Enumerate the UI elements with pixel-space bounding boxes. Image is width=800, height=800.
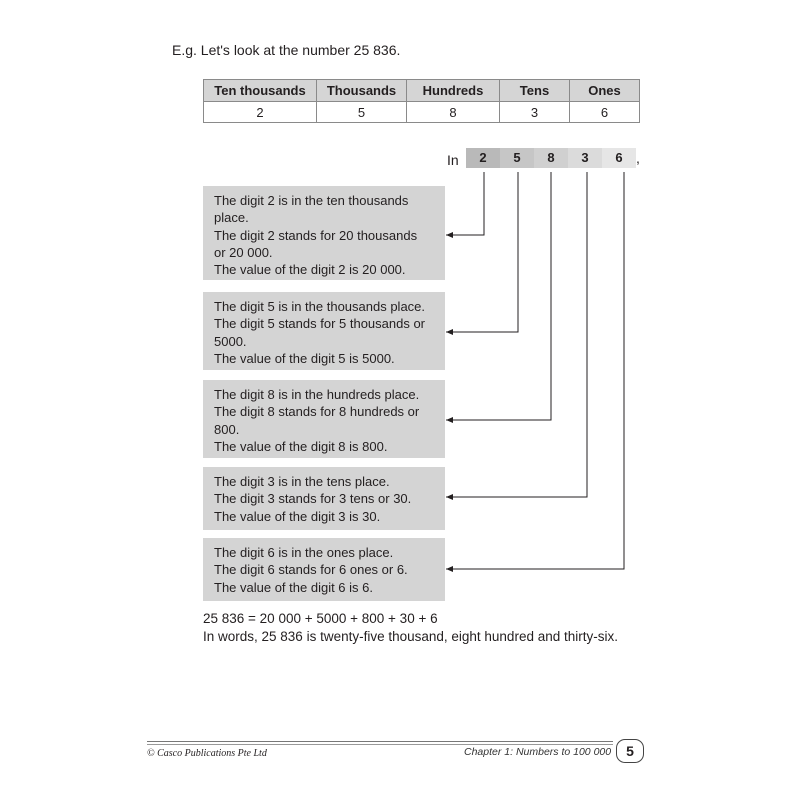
strip-digit-ones: 6 — [602, 148, 636, 168]
footer-rule-thin — [147, 744, 613, 745]
box-line: The value of the digit 8 is 800. — [214, 438, 388, 454]
strip-digit-tens: 3 — [568, 148, 602, 168]
box-line: The digit 3 is in the tens place. — [214, 474, 390, 489]
value-tens: 3 — [500, 102, 570, 123]
header-hundreds: Hundreds — [407, 80, 500, 102]
header-thousands: Thousands — [317, 80, 407, 102]
strip-digit-thousands: 5 — [500, 148, 534, 168]
box-line: The digit 5 is in the thousands place. — [214, 299, 426, 314]
expanded-form-equation: 25 836 = 20 000 + 5000 + 800 + 30 + 6 — [203, 611, 438, 626]
value-thousands: 5 — [317, 102, 407, 123]
page-number: 5 — [616, 739, 644, 763]
copyright-text: © Casco Publications Pte Ltd — [147, 748, 267, 759]
arrow-ten-thousands — [446, 172, 484, 235]
header-tens: Tens — [500, 80, 570, 102]
arrow-ones — [446, 172, 624, 569]
box-line: place. — [214, 210, 249, 226]
strip-digit-ten-thousands: 2 — [466, 148, 500, 168]
box-line: The value of the digit 5 is 5000. — [214, 350, 395, 366]
box-line: The digit 8 is in the hundreds place. — [214, 387, 420, 402]
example-intro: E.g. Let's look at the number 25 836. — [172, 42, 401, 58]
box-line: 5000. — [214, 333, 247, 349]
box-line: 800. — [214, 421, 240, 437]
box-line: The digit 8 stands for 8 hundreds or — [214, 404, 420, 420]
box-line: The value of the digit 3 is 30. — [214, 508, 381, 524]
box-line: or 20 000. — [214, 244, 273, 260]
value-ten-thousands: 2 — [204, 102, 317, 123]
arrow-hundreds — [446, 172, 551, 420]
box-line: The digit 6 stands for 6 ones or 6. — [214, 562, 408, 578]
arrow-thousands — [446, 172, 518, 332]
header-ten-thousands: Ten thousands — [204, 80, 317, 102]
box-line: The digit 3 stands for 3 tens or 30. — [214, 491, 412, 507]
value-ones: 6 — [570, 102, 640, 123]
box-line: The digit 5 stands for 5 thousands or — [214, 316, 426, 332]
box-line: The digit 2 stands for 20 thousands — [214, 227, 418, 243]
value-hundreds: 8 — [407, 102, 500, 123]
number-strip-lead: In — [447, 152, 459, 168]
header-ones: Ones — [570, 80, 640, 102]
box-line: The value of the digit 2 is 20 000. — [214, 262, 406, 278]
footer-rule — [147, 741, 613, 742]
arrow-tens — [446, 172, 587, 497]
number-in-words: In words, 25 836 is twenty-five thousand, eight hundred and thirty-six. — [203, 629, 618, 644]
number-strip-trail: , — [636, 150, 640, 166]
chapter-title: Chapter 1: Numbers to 100 000 — [464, 746, 612, 758]
box-line: The value of the digit 6 is 6. — [214, 579, 373, 595]
strip-digit-hundreds: 8 — [534, 148, 568, 168]
box-line: The digit 6 is in the ones place. — [214, 545, 394, 560]
box-line: The digit 2 is in the ten thousands — [214, 193, 409, 208]
